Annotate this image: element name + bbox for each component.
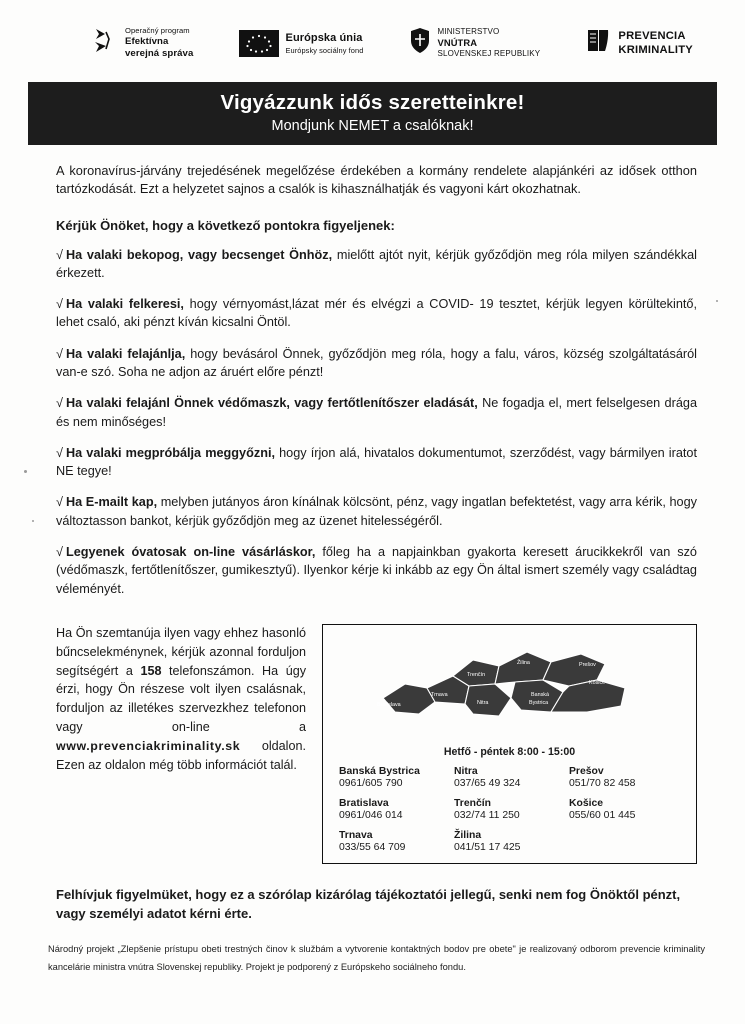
bullet-bold: Ha valaki bekopog, vagy becsenget Önhöz,: [65, 247, 333, 262]
contact-number: 041/51 17 425: [454, 841, 521, 853]
bullet-rest: hogy vérnyomást,lázat mér és elvégzi a COVID- 19 tesztet, kérjük legyen körültekintő, lehet csaló, aki pénzt kíván kicsalni Öntöl.: [56, 297, 697, 330]
contact-number: 055/60 01 445: [569, 809, 636, 821]
contact-number: 037/65 49 324: [454, 777, 521, 789]
emergency-number: 158: [140, 663, 162, 678]
logo-eu-subtitle: Európsky sociálny fond: [285, 45, 364, 55]
list-item: [56, 394, 697, 431]
check-icon: √: [56, 297, 63, 312]
bullet-bold: Ha valaki felajánl Önnek védőmaszk, vagy fertőtlenítőszer eladását,: [65, 396, 478, 411]
contact-entry: [339, 766, 450, 789]
logo-bar: [0, 0, 745, 60]
bullet-rest: hogy írjon alá, hivatalos dokumentumot, szerződést, vagy bármilyen iratot NE tegye!: [56, 445, 698, 479]
svg-text:Košice: Košice: [588, 679, 605, 686]
svg-text:Trenčín: Trenčín: [466, 671, 485, 678]
svg-text:Nitra: Nitra: [476, 699, 488, 706]
contact-city: Trenčín: [454, 797, 491, 809]
title-banner: [28, 82, 717, 145]
fineprint: Národný projekt „Zlepšenie prístupu obeti trestných činov k službám a vytvorenie kontaktných bodov pre obete" je realizovaný odborom prevencie kriminality kancelárie ministra vnútra Slovenskej republiky. Projekt je podporený z Európskeho sociálneho fondu.: [48, 944, 705, 973]
logo-op-line1: Operačný program: [125, 26, 190, 35]
contact-number: 0961/605 790: [339, 777, 403, 789]
contact-city: Trnava: [339, 829, 373, 841]
bullet-rest: hogy bevásárol Önnek, győződjön meg róla, hogy a falu, város, község szolgáltatásáról van-e szó. Soha ne adjon az áruért előre pénzt!: [56, 346, 697, 379]
bullet-bold: Ha E-mailt kap,: [65, 495, 158, 510]
eu-flag-icon: [239, 30, 279, 57]
lower-section: [56, 624, 697, 864]
list-item: [56, 246, 697, 283]
bullet-rest: Ne fogadja el, mert felselgesen drága és nem minőséges!: [56, 396, 697, 429]
check-icon: √: [56, 396, 63, 411]
check-icon: √: [56, 495, 63, 510]
body-content: [0, 162, 745, 598]
footer-note: Felhívjuk figyelmüket, hogy ez a szórólap kizárólag tájékoztatói jellegű, senki nem fog Önöktől pénzt, vagy személyi adatot kérni érte.: [56, 886, 681, 921]
svg-text:Žilina: Žilina: [516, 659, 530, 666]
logo-min-line1: MINISTERSTVO: [437, 26, 500, 36]
map-of-slovakia: [333, 635, 686, 740]
contact-entry: [569, 766, 680, 789]
list-item: [56, 345, 697, 382]
contact-entry: [339, 798, 450, 821]
bullet-bold: Legyenek óvatosak on-line vásárláskor,: [65, 544, 316, 559]
contact-entry: [454, 798, 565, 821]
contact-paragraph: [56, 624, 306, 864]
svg-text:Bratislava: Bratislava: [376, 701, 401, 708]
coat-of-arms-icon: [409, 27, 431, 59]
contact-entry: [454, 766, 565, 789]
contact-city: Košice: [569, 797, 604, 809]
list-item: [56, 444, 697, 481]
website-link[interactable]: www.prevenciakriminality.sk: [56, 739, 241, 754]
logo-eu-text: [286, 31, 364, 56]
office-hours: Hetfő - péntek 8:00 - 15:00: [443, 745, 576, 758]
banner-subtitle: Mondjunk NEMET a csalóknak!: [271, 118, 474, 135]
logo-min-line2: VNÚTRA: [437, 37, 478, 49]
logo-op-line3: verejná správa: [125, 47, 194, 59]
contact-entry: [339, 830, 450, 853]
check-icon: √: [56, 346, 63, 361]
logo-eu-title: Európska únia: [285, 31, 363, 44]
contact-number: 0961/046 014: [339, 809, 403, 821]
contact-text-part3: oldalon. Ezen az oldalon még több információt talál.: [56, 739, 306, 773]
contact-number: 051/70 82 458: [569, 777, 636, 789]
contacts-grid: [333, 766, 686, 853]
check-icon: √: [56, 544, 63, 559]
contact-city: Prešov: [569, 765, 604, 777]
intro-paragraph: A koronavírus-járvány trejedésének megelőzése érdekében a kormány rendelete alapjánkéri az idősek otthon tartózkodását. Ezt a helyzetet sajnos a csalók is kihasználhatják és vagyoni kárt okozhatnak.: [56, 163, 697, 197]
logo-europska-unia: [239, 30, 364, 57]
scan-speck: [32, 520, 34, 522]
logo-ministerstvo-vnutra: [409, 27, 541, 60]
logo-operacny-text: [125, 26, 193, 60]
logo-min-line3: SLOVENSKEJ REPUBLIKY: [437, 49, 541, 59]
svg-text:Trnava: Trnava: [430, 691, 448, 698]
check-icon: √: [56, 445, 63, 460]
logo-operacny-program: [92, 26, 193, 60]
contact-city: Nitra: [454, 765, 478, 777]
contact-city: Žilina: [454, 829, 482, 841]
bullet-bold: Ha valaki felajánlja,: [65, 346, 186, 361]
scan-speck: [716, 300, 718, 302]
bullet-rest: mielőtt ajtót nyit, kérjük győződjön meg róla milyen szándékkal érkezett.: [56, 247, 697, 280]
contact-entry: [454, 830, 565, 853]
banner-title: Vigyázzunk idős szeretteinkre!: [220, 91, 525, 115]
bullet-bold: Ha valaki megpróbálja meggyőzni,: [65, 445, 276, 460]
shield-book-icon: [585, 27, 611, 59]
bullet-list: [56, 246, 697, 598]
contact-city: Bratislava: [339, 797, 389, 809]
contact-number: 032/74 11 250: [454, 809, 520, 821]
logo-op-line2: Efektívna: [125, 35, 169, 47]
svg-text:Prešov: Prešov: [578, 661, 596, 668]
logo-min-text: [438, 27, 541, 60]
svg-text:Bystrica: Bystrica: [528, 699, 548, 706]
contact-infobox: [322, 624, 697, 864]
list-item: [56, 493, 697, 530]
list-item: [56, 543, 697, 598]
list-item: [56, 295, 697, 332]
logo-prev-line2: KRIMINALITY: [618, 44, 693, 57]
svg-text:Banská: Banská: [530, 691, 549, 698]
bullet-rest: főleg ha a napjainkban gyakorta keresett árucikkekről van szó (védőmaszk, fertőtlenítőszer, gumikesztyű). Ilyenkor kérje ki inkább az egy Ön által ismert személy vagy családtag véleményét.: [56, 544, 697, 596]
contact-city: Banská Bystrica: [339, 765, 420, 777]
logo-prev-text: [618, 29, 693, 57]
contact-number: 033/55 64 709: [339, 841, 406, 853]
lead-paragraph: Kérjük Önöket, hogy a következő pontokra figyeljenek:: [56, 217, 395, 233]
contact-text-part2: telefonszámon. Ha úgy érzi, hogy Ön részese volt ilyen csalásnak, forduljon az illetékes szervezkhez telefonon vagy on-line a: [56, 663, 306, 735]
bullet-bold: Ha valaki felkeresi,: [65, 297, 184, 312]
bullet-rest: melyben jutányos áron kínálnak kölcsönt, pénz, vagy ingatlan befektetést, vagy arra kérik, hogy változtasson bankot, kérjük győződjön meg az üzenet hitelességéről.: [56, 495, 697, 528]
contact-entry: [569, 798, 680, 821]
logo-prevencia-kriminality: [585, 27, 693, 59]
check-icon: √: [56, 247, 63, 262]
star-icon: [92, 27, 118, 60]
scan-speck: [24, 470, 27, 473]
contact-text-part1: Ha Ön szemtanúja ilyen vagy ehhez hasonló bűncselekménynek, kérjük azonnal forduljon segítségért a: [56, 625, 306, 678]
logo-prev-line1: PREVENCIA: [618, 30, 686, 43]
